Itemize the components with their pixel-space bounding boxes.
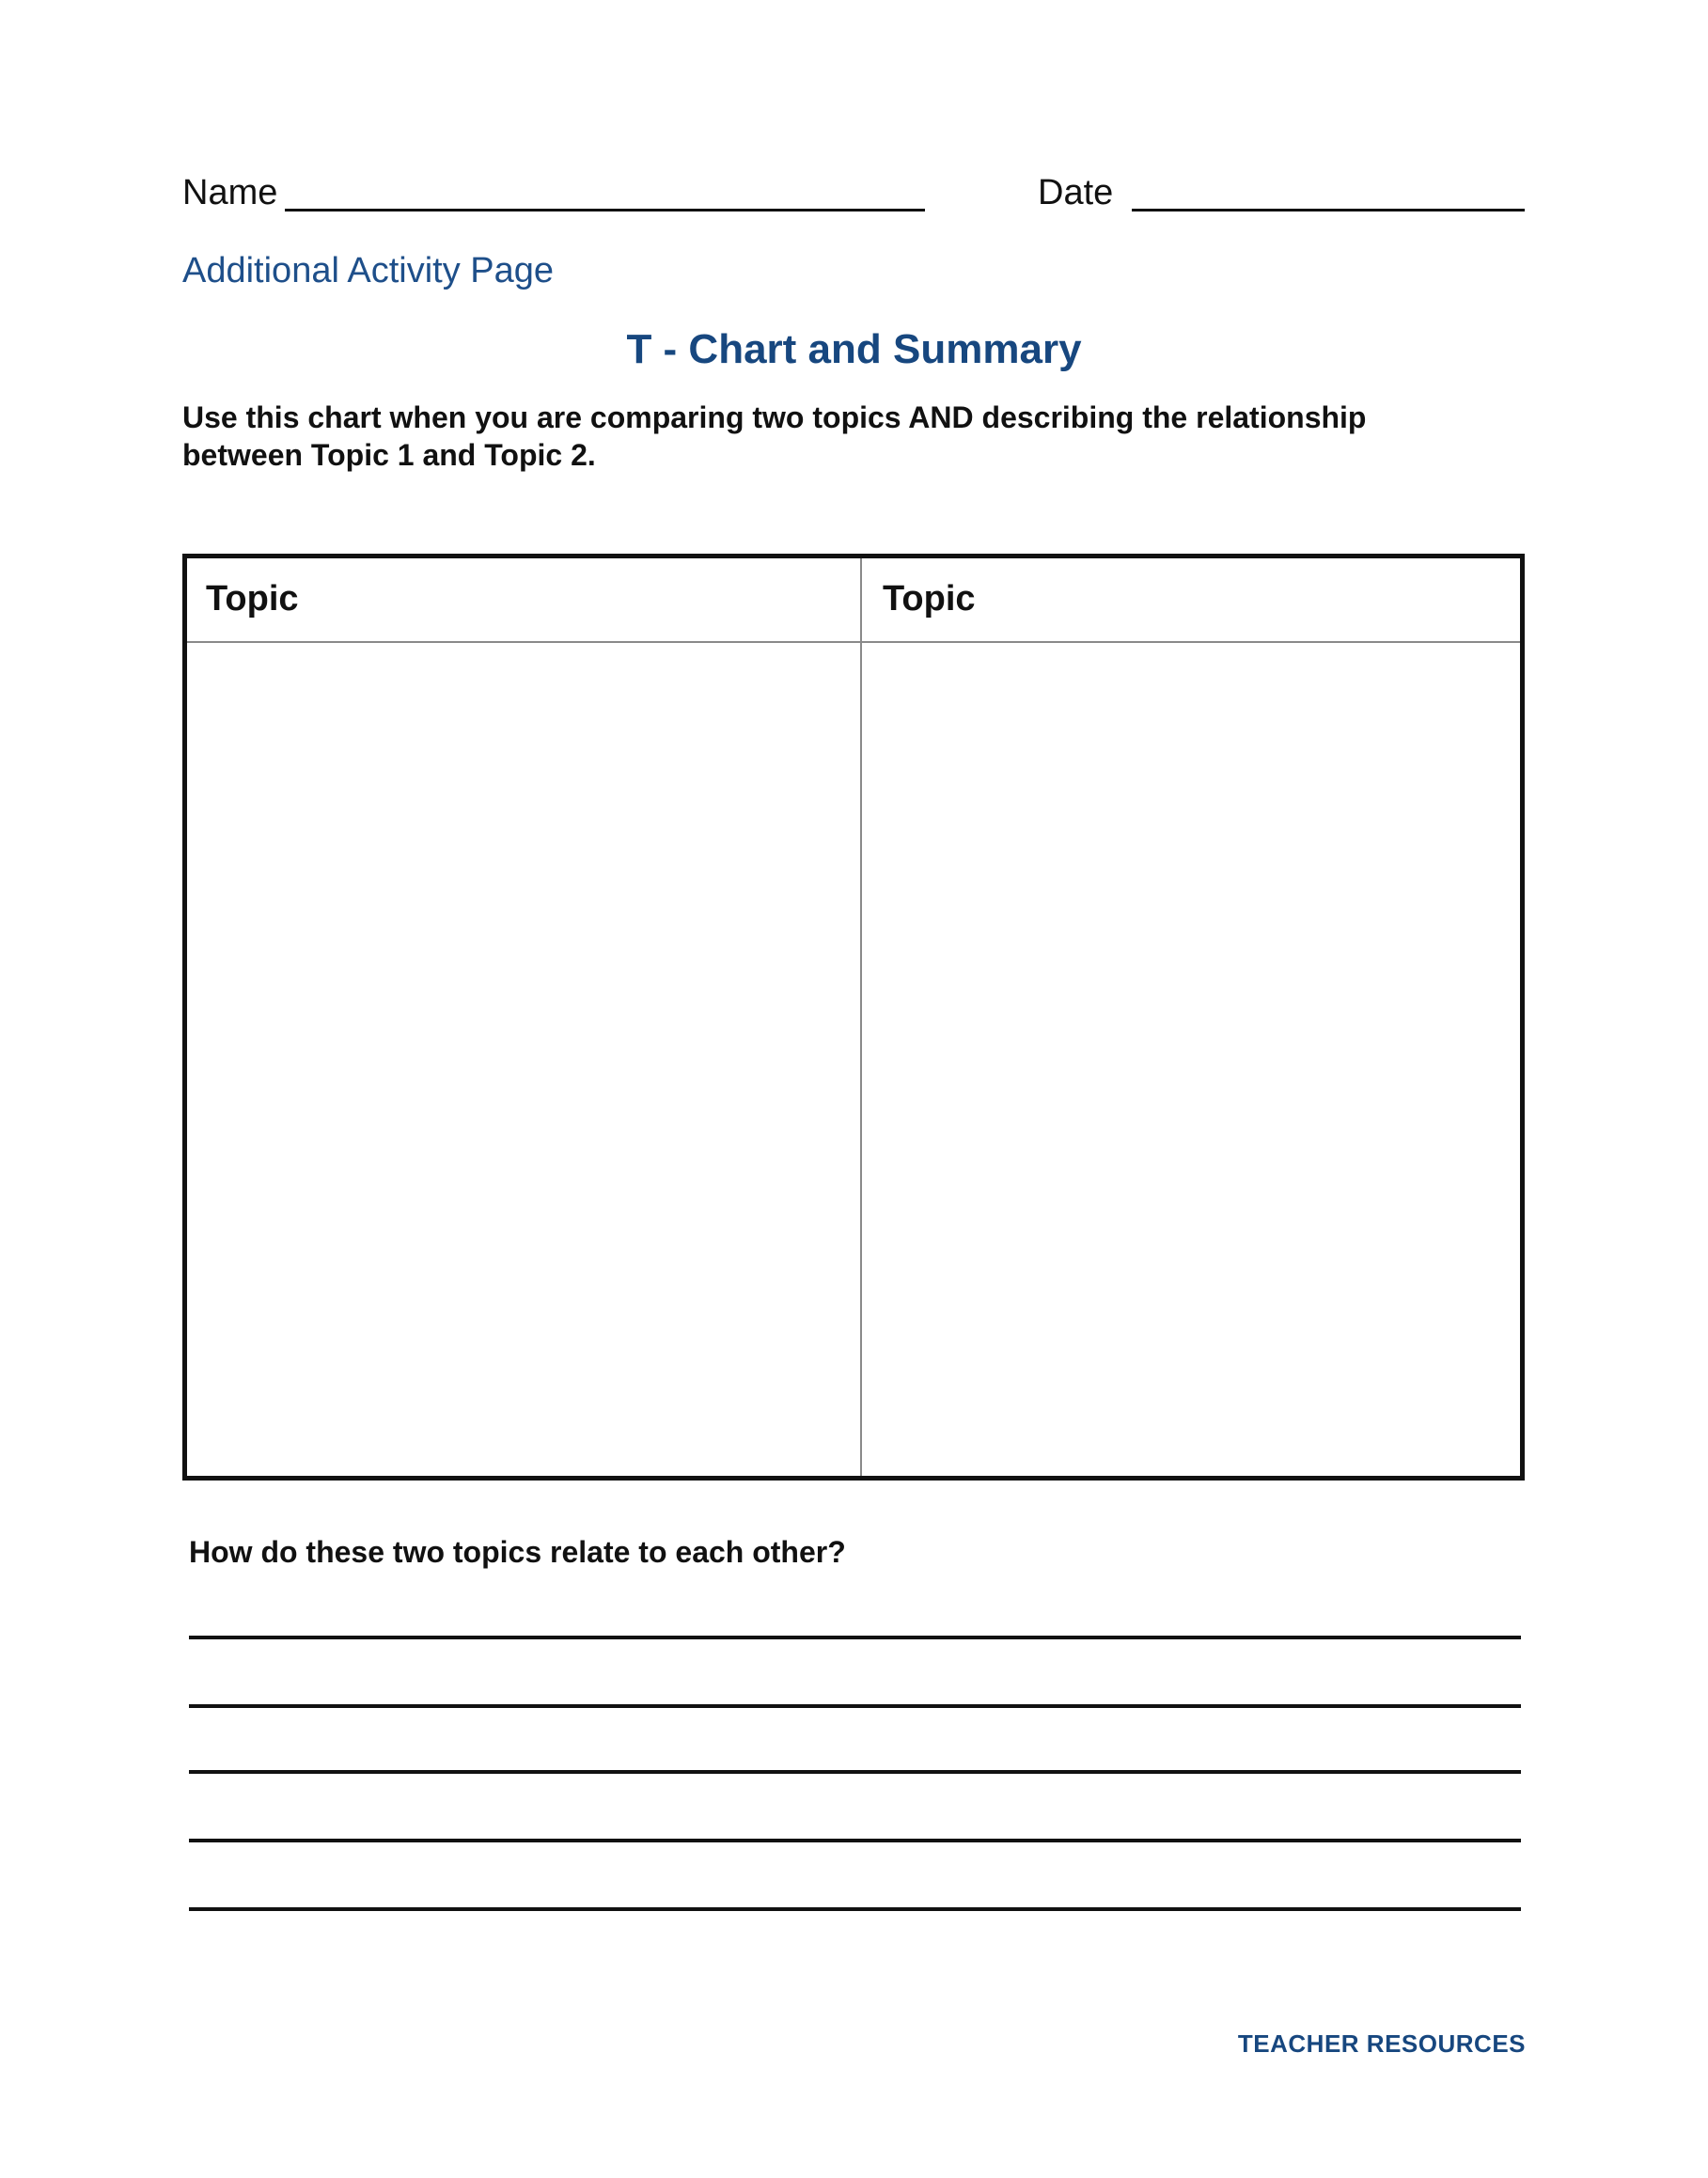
name-date-row [182,171,1525,218]
date-field[interactable] [1132,209,1525,212]
summary-question: How do these two topics relate to each other? [189,1535,846,1569]
t-chart [182,554,1525,1481]
name-label: Name [182,173,278,212]
name-field[interactable] [285,209,925,212]
topic-1-header: Topic [206,579,299,619]
topic-1-writing-area[interactable] [187,643,860,1476]
page-title: T - Chart and Summary [626,326,1082,372]
answer-line[interactable] [189,1907,1521,1911]
answer-line[interactable] [189,1770,1521,1774]
answer-line[interactable] [189,1636,1521,1639]
topic-2-header: Topic [883,579,976,619]
instructions-text: Use this chart when you are comparing two topics AND describing the relationship between Topic 1 and Topic 2. [182,400,1367,472]
answer-line[interactable] [189,1839,1521,1842]
date-label: Date [1038,173,1114,212]
activity-page-label: Additional Activity Page [182,251,555,290]
footer-label: TEACHER RESOURCES [1237,2029,1526,2058]
topic-2-writing-area[interactable] [862,643,1520,1476]
answer-line[interactable] [189,1704,1521,1708]
